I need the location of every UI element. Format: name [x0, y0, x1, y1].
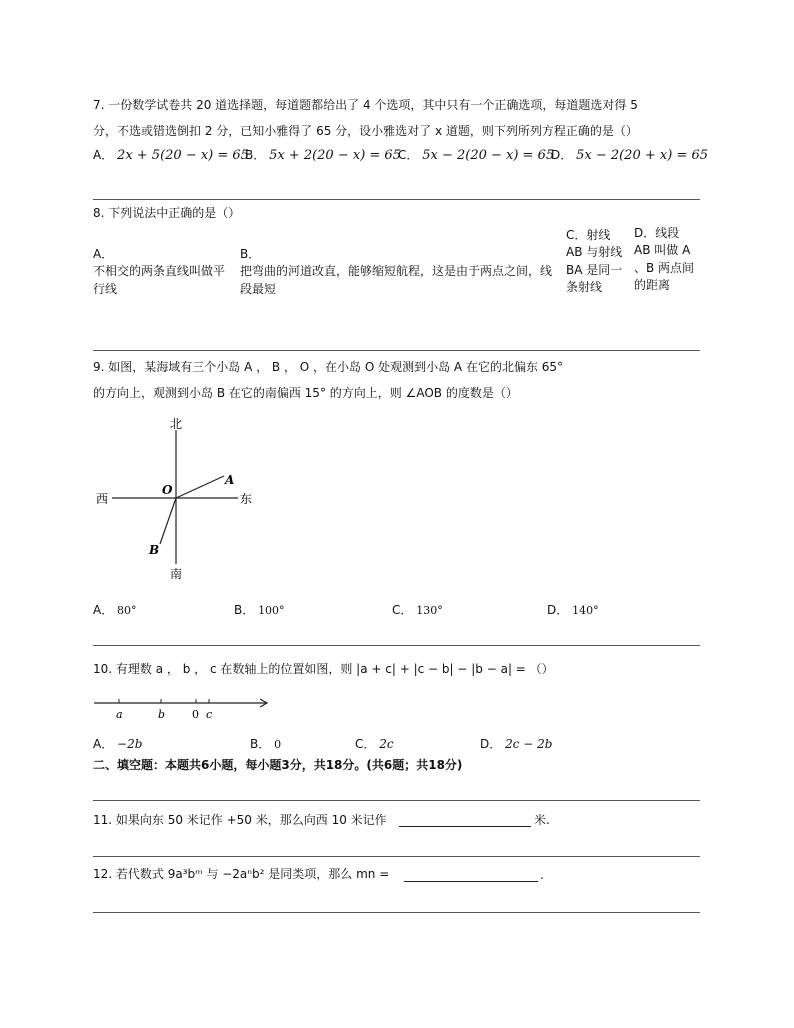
- q10-option-b[interactable]: [250, 737, 281, 751]
- option-label: A．: [93, 737, 114, 751]
- option-label: C．: [355, 737, 376, 751]
- section-heading: 二、填空题：本题共6小题，每小题3分，共18分。(共6题；共18分): [93, 758, 463, 772]
- option-expr: 5x − 2(20 + x) = 65: [576, 148, 708, 163]
- option-label: D．: [480, 737, 502, 751]
- divider: [93, 912, 700, 913]
- q9-line1: 9. 如图，某海域有三个小岛 A ， B ， O ，在小岛 O 处观测到小岛 A 在它的北偏东 65°: [93, 360, 564, 374]
- label-b: b: [158, 708, 166, 721]
- q11-unit: 米.: [534, 813, 550, 827]
- option-value: 100°: [258, 604, 285, 617]
- option-value: 0: [274, 738, 282, 751]
- q9-option-c[interactable]: [392, 603, 443, 617]
- option-label: C．: [398, 148, 419, 162]
- q7-line1: 7. 一份数学试卷共 20 道选择题，每道题都给出了 4 个选项，其中只有一个正确选项，每道题选对得 5: [93, 98, 638, 112]
- divider: [93, 199, 700, 200]
- q9-option-d[interactable]: [547, 603, 599, 617]
- east-label: 东: [240, 492, 253, 506]
- ray-oa: [176, 476, 224, 498]
- q7-option-c[interactable]: [398, 148, 554, 164]
- option-value: 140°: [572, 604, 599, 617]
- compass-figure: [88, 416, 268, 586]
- q7-option-a[interactable]: [93, 148, 249, 164]
- q9-option-b[interactable]: [234, 603, 285, 617]
- q9-line2: 的方向上，观测到小岛 B 在它的南偏西 15° 的方向上，则 ∠AOB 的度数是（）: [93, 386, 518, 400]
- option-label: A．: [93, 603, 114, 617]
- q8-stem: 8. 下列说法中正确的是（）: [93, 206, 241, 220]
- option-label: B．: [245, 148, 266, 162]
- option-value: 130°: [416, 604, 443, 617]
- option-label: D．: [547, 603, 569, 617]
- ray-ob: [160, 498, 176, 544]
- q7-option-d[interactable]: [551, 148, 708, 164]
- north-label: 北: [170, 417, 183, 431]
- option-expr: 2x + 5(20 − x) = 65: [117, 148, 249, 163]
- point-b-label: B: [149, 543, 160, 557]
- q10-option-c[interactable]: [355, 737, 394, 751]
- divider: [93, 856, 700, 857]
- option-value: 80°: [117, 604, 137, 617]
- q12-text: 12. 若代数式 9a³bᵐ 与 −2aⁿb² 是同类项，那么 mn =: [93, 867, 390, 881]
- q10-option-a[interactable]: [93, 737, 142, 751]
- option-text: C．射线 AB 与射线 BA 是同一条射线: [566, 228, 623, 295]
- south-label: 南: [170, 567, 183, 581]
- west-label: 西: [96, 492, 109, 506]
- q8-option-a[interactable]: [93, 246, 233, 298]
- option-label: C．: [392, 603, 413, 617]
- number-line: [90, 693, 280, 727]
- q8-option-d[interactable]: [634, 225, 696, 295]
- option-label: A．: [93, 247, 114, 261]
- option-expr: 5x + 2(20 − x) = 65: [269, 148, 401, 163]
- option-label: D．: [551, 148, 573, 162]
- q10-option-d[interactable]: [480, 737, 552, 751]
- divider: [93, 800, 700, 801]
- q8-option-c[interactable]: [566, 227, 628, 297]
- option-value: 2c − 2b: [505, 737, 553, 751]
- label-zero: 0: [192, 708, 199, 721]
- q10-stem: 10. 有理数 a ， b ， c 在数轴上的位置如图，则 |a + c| + |c − b| − |b − a| = （）: [93, 662, 554, 676]
- q12-answer-blank[interactable]: [404, 868, 538, 882]
- q9-option-a[interactable]: [93, 603, 137, 617]
- option-label: B．: [240, 247, 261, 261]
- option-label: B．: [234, 603, 255, 617]
- option-text: 不相交的两条直线叫做平行线: [93, 264, 226, 296]
- divider: [93, 350, 700, 351]
- option-expr: 5x − 2(20 − x) = 65: [422, 148, 555, 163]
- option-text: 把弯曲的河道改直，能够缩短航程，这是由于两点之间，线段最短: [240, 264, 553, 296]
- label-a: a: [116, 708, 123, 721]
- q8-option-b[interactable]: [240, 246, 558, 298]
- label-c: c: [206, 708, 213, 721]
- divider: [93, 645, 700, 646]
- point-o-label: O: [162, 483, 173, 497]
- q11-text: 11. 如果向东 50 米记作 +50 米，那么向西 10 米记作: [93, 813, 387, 827]
- point-a-label: A: [225, 473, 235, 487]
- q7-option-b[interactable]: [245, 148, 401, 164]
- option-label: A．: [93, 148, 114, 162]
- option-value: 2c: [379, 737, 394, 751]
- option-label: B．: [250, 737, 271, 751]
- q11-answer-blank[interactable]: [399, 813, 531, 827]
- q12-end: .: [540, 868, 544, 882]
- q7-line2: 分，不选或错选倒扣 2 分，已知小雅得了 65 分，设小雅选对了 x 道题，则下列所列方程正确的是（）: [93, 124, 638, 138]
- option-text: D．线段 AB 叫做 A 、B 两点间的距离: [634, 226, 695, 293]
- option-value: −2b: [117, 737, 143, 751]
